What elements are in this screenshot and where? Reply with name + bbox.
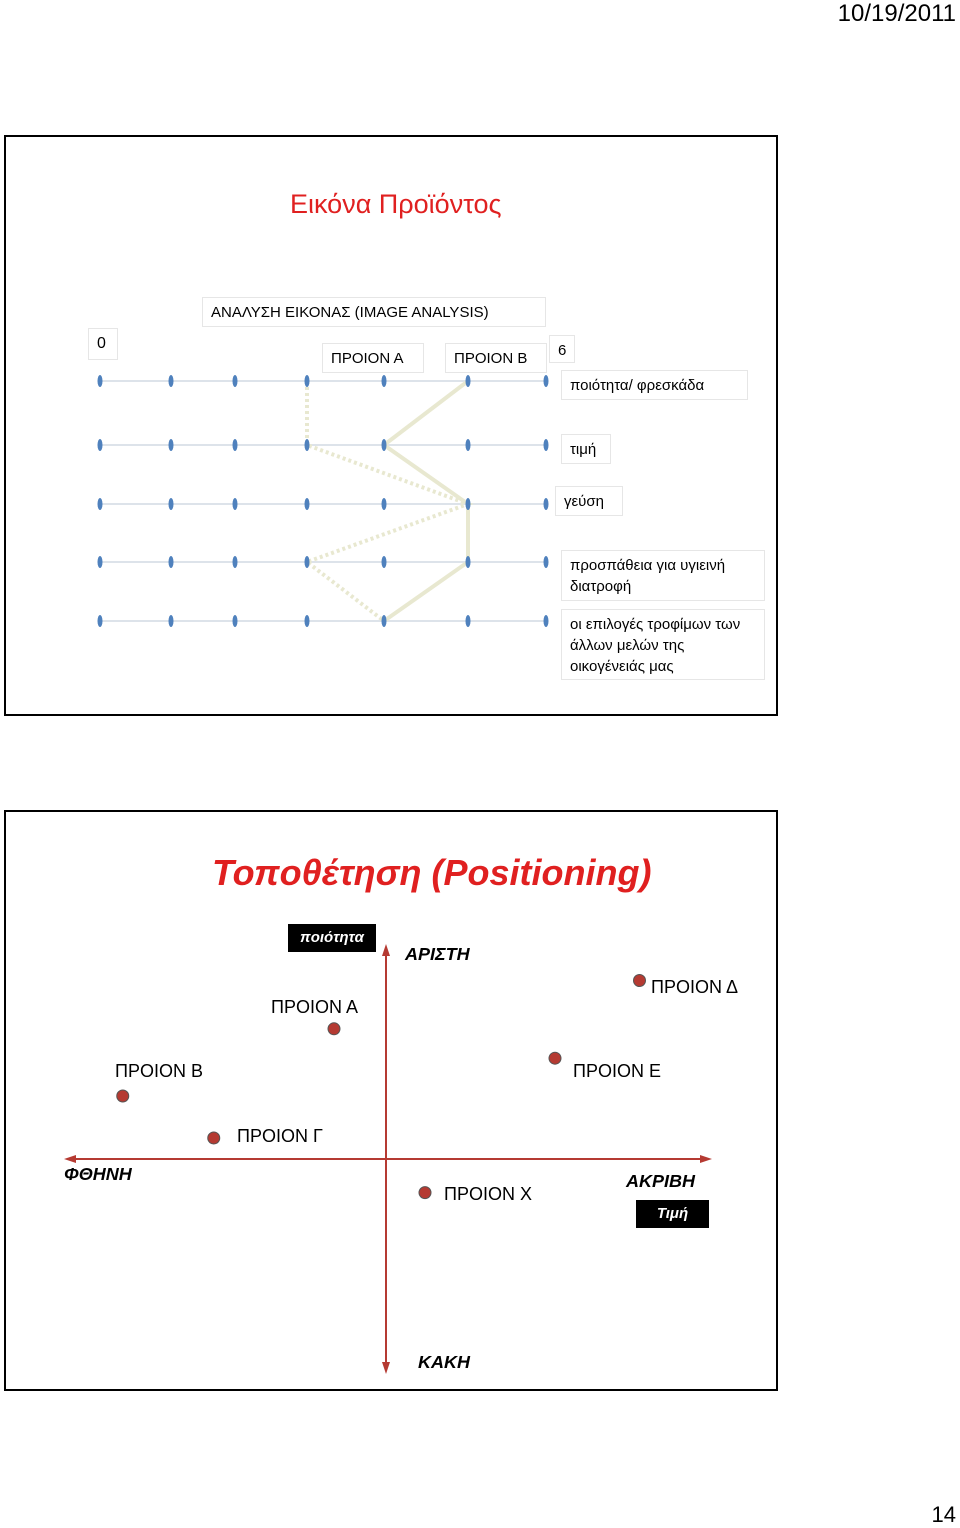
attribute-text: γεύση [564,493,604,510]
product-dot [328,1023,340,1035]
scale-point [169,375,174,387]
price-axis-arrow-right [700,1155,712,1163]
scale-point [233,439,238,451]
attribute-text: ποιότητα/ φρεσκάδα [570,377,705,394]
legend-product-a [322,343,424,373]
scale-min-label [88,328,118,360]
scale-max-text: 6 [558,342,567,359]
scale-point [382,556,387,568]
product-a-profile-line [307,381,468,621]
scale-point [98,615,103,627]
product-label-g: ΠΡΟΙΟΝ Γ [237,1126,323,1146]
date-label: 10/19/2011 [837,0,956,27]
scale-point [466,375,471,387]
scale-point [98,498,103,510]
slide-title: Τοποθέτηση (Positioning) [212,852,652,893]
price-axis-arrow-left [64,1155,76,1163]
attribute-label-3 [561,550,765,601]
slide-product-image [4,135,778,716]
product-dot [634,975,646,987]
scale-min-text: 0 [97,335,106,352]
analysis-title-text: ΑΝΑΛΥΣΗ ΕΙΚΟΝΑΣ (IMAGE ANALYSIS) [211,304,489,321]
scale-point [544,375,549,387]
slide-title: Εικόνα Προϊόντος [290,189,502,219]
scale-point [466,615,471,627]
scale-point [382,439,387,451]
product-label-d: ΠΡΟΙΟΝ Δ [651,977,739,997]
attribute-text: οι επιλογές τροφίμων των άλλων μελών της οικογένειάς μας [570,616,741,675]
product-dot [419,1187,431,1199]
scale-point [233,615,238,627]
product-label-x: ΠΡΟΙΟΝ Χ [444,1184,533,1204]
y-bottom-label: ΚΑΚΗ [418,1352,470,1372]
scale-point [466,498,471,510]
product-label-a: ΠΡΟΙΟΝ Α [271,997,359,1017]
scale-point [98,556,103,568]
attribute-text: τιμή [570,441,597,458]
product-dot [117,1090,129,1102]
product-dot [549,1052,561,1064]
scale-point [544,615,549,627]
scale-point [98,375,103,387]
scale-point [305,498,310,510]
scale-max-label [549,335,575,363]
attribute-label-2 [555,486,623,516]
scale-point [233,498,238,510]
scale-point [233,556,238,568]
attribute-label-1 [561,434,611,464]
scale-point [233,375,238,387]
positioning-map [6,812,776,1389]
attribute-label-4 [561,609,765,680]
slide-positioning [4,810,778,1391]
scale-point [305,615,310,627]
scale-point [466,556,471,568]
x-left-label: ΦΘΗΝΗ [64,1164,132,1184]
quality-axis-arrow-up [382,944,390,956]
x-right-label: ΑΚΡΙΒΗ [626,1171,696,1191]
page-number: 14 [931,1502,956,1527]
product-label-e: ΠΡΟΙΟΝ Ε [573,1061,662,1081]
scale-point [466,439,471,451]
scale-point [169,498,174,510]
scale-point [305,556,310,568]
legend-product-b-text: ΠΡΟΙΟΝ Β [454,350,528,367]
scale-point [544,556,549,568]
scale-point [98,439,103,451]
scale-point [382,375,387,387]
y-axis-label: ποιότητα [288,924,376,952]
scale-point [305,375,310,387]
scale-point [382,615,387,627]
scale-point [544,439,549,451]
scale-point [169,556,174,568]
attribute-label-0 [561,370,748,400]
scale-point [544,498,549,510]
product-dot [208,1132,220,1144]
quality-axis-arrow-down [382,1362,390,1374]
attribute-text: προσπάθεια για υγιεινή διατροφή [570,557,726,595]
y-top-label: ΑΡΙΣΤΗ [405,944,470,964]
scale-point [169,439,174,451]
scale-point [169,615,174,627]
scale-point [305,439,310,451]
analysis-title [202,297,546,327]
scale-point [382,498,387,510]
product-label-b: ΠΡΟΙΟΝ Β [115,1061,204,1081]
legend-product-b [445,343,547,373]
x-axis-label: Τιμή [636,1200,709,1228]
legend-product-a-text: ΠΡΟΙΟΝ Α [331,350,404,367]
